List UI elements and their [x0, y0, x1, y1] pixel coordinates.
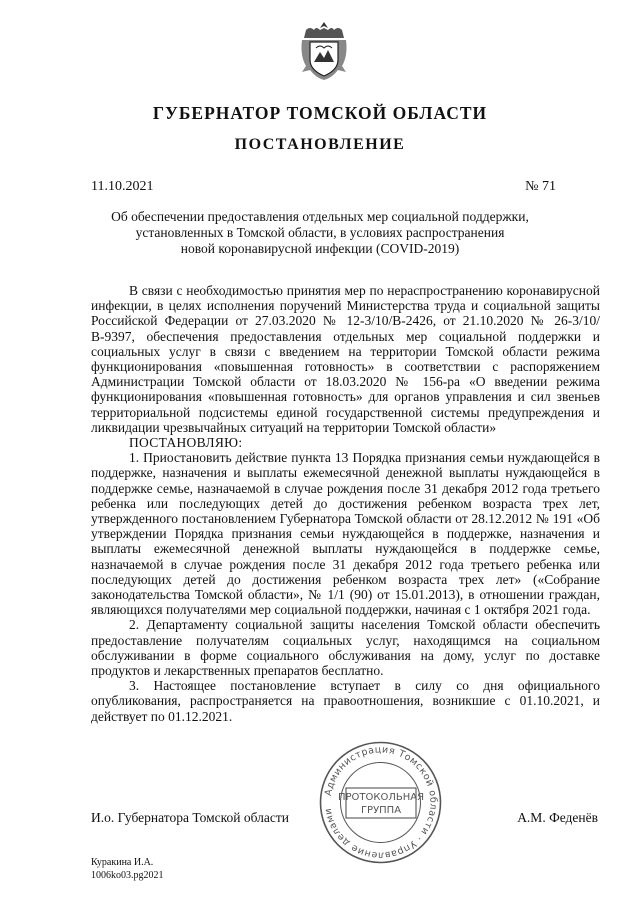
- authority-title: ГУБЕРНАТОР ТОМСКОЙ ОБЛАСТИ: [152, 103, 488, 123]
- svg-text:ГРУППА: ГРУППА: [360, 805, 402, 816]
- clause-paragraph: 3. Настоящее постановление вступает в силу со дня официального опубликования, распространяется на правоотношения, возникшие с 01.10.2021, и действует по 01.12.2021.: [91, 678, 600, 724]
- document-subject: [0, 209, 640, 257]
- decree-word: ПОСТАНОВЛЯЮ:: [129, 435, 243, 451]
- executor-footer: [91, 856, 164, 882]
- clause-paragraph: 2. Департаменту социальной защиты населения Томской области обеспечить предоставление получателям социальных услуг, находящимся на социальном обслуживании в форме социального обслуживания на дому, услуг по доставке продуктов и лекарственных препаратов бесплатно.: [91, 617, 600, 679]
- document-type: ПОСТАНОВЛЕНИЕ: [234, 136, 406, 153]
- subject-line: установленных в Томской области, в условиях распространения: [135, 225, 505, 240]
- signer-position: И.о. Губернатора Томской области: [91, 810, 289, 825]
- document-number: № 71: [525, 179, 556, 194]
- official-stamp: [318, 740, 443, 865]
- document-date: 11.10.2021: [91, 179, 154, 194]
- preamble-paragraph: В связи с необходимостью принятия мер по нераспространению коронавирусной инфекции, в целях исполнения поручений Министерства труда и социальной защиты Российской Федерации от 27.03.2020 № 12-3/10/В-2426, от 21.10.2020 № 26-3/10/В-9397, обеспечения предоставления отдельных мер социальной поддержки и социальных услуг в связи с введением на территории Томской области режима функционирования «повышенная готовность» в соответствии с распоряжением Администрации Томской области от 18.03.2020 № 156-ра «О введении режима функционирования «повышенная готовность» для органов управления и сил звеньев территориальной подсистемы единой государственной системы предупреждения и ликвидации чрезвычайных ситуаций на территории Томской области»: [91, 283, 600, 435]
- clause-paragraph: 1. Приостановить действие пункта 13 Порядка признания семьи нуждающейся в поддержке, назначения и выплаты ежемесячной денежной выплаты нуждающейся в поддержке семье, назначаемой в случае рождения после 31 декабря 2012 года третьего ребенка или последующих детей до достижения ребенком возраста трех лет, утвержденного постановлением Губернатора Томской области от 28.12.2012 № 191 «Об утверждении Порядка признания семьи нуждающейся в поддержке, назначения и выплаты ежемесячной денежной выплаты нуждающейся в поддержке семье, назначаемой в случае рождения после 31 декабря 2012 года третьего ребенка или последующих детей до достижения ребенком возраста трех лет» («Собрание законодательства Томской области», № 1/1 (90) от 15.01.2013), в отношении граждан, являющихся получателями мер социальной поддержки, начиная с 1 октября 2021 года.: [91, 450, 600, 618]
- svg-text:ПРОТОКОЛЬНАЯ: ПРОТОКОЛЬНАЯ: [337, 792, 425, 803]
- executor-name: Куракина И.А.: [91, 857, 154, 868]
- subject-line: новой коронавирусной инфекции (COVID-2019): [180, 241, 460, 256]
- coat-of-arms-emblem: [300, 20, 348, 82]
- subject-line: Об обеспечении предоставления отдельных мер социальной поддержки,: [111, 209, 529, 224]
- document-body: [91, 283, 600, 724]
- svg-text:Администрация Томской области: Администрация Томской области · Управление делами: [322, 744, 439, 861]
- file-reference: 1006ko03.pg2021: [91, 870, 164, 881]
- signer-name: А.М. Феденёв: [517, 810, 598, 825]
